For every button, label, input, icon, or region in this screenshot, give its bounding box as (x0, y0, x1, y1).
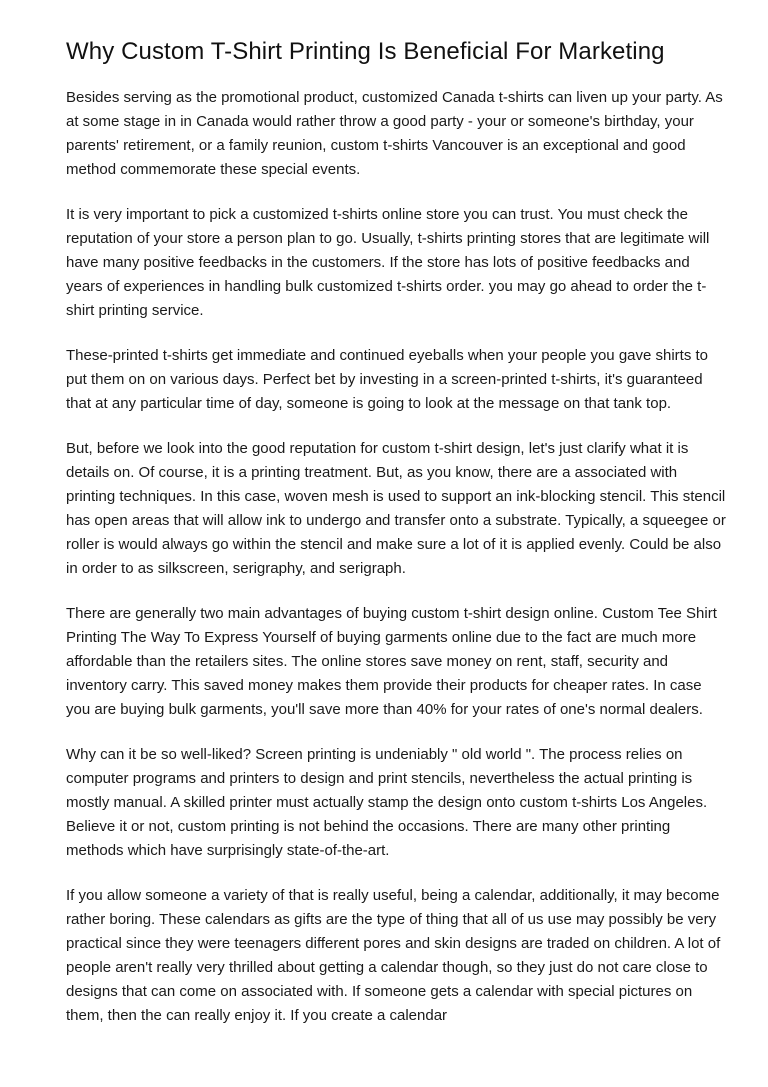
paragraph-2: It is very important to pick a customized t-shirts online store you can trust. You must check the reputation of your store a person plan to go. Usually, t-shirts printing stores that are legitimate will have many positive feedbacks in the customers. If the store has lots of positive feedbacks and years of experiences in handling bulk customized t-shirts order. you may go ahead to order the t-shirt printing service. (66, 206, 710, 319)
paragraph-6: Why can it be so well-liked? Screen printing is undeniably " old world ". The process relies on computer programs and printers to design and print stencils, nevertheless the actual printing is mostly manual. A skilled printer must actually stamp the design onto custom t-shirts Los Angeles. Believe it or not, custom printing is not behind the occasions. There are many other printing methods which have surprisingly state-of-the-art. (66, 746, 708, 859)
paragraph-1: Besides serving as the promotional product, customized Canada t-shirts can liven up your party. As at some stage in in Canada would rather throw a good party - your or someone's birthday, your parents' retirement, or a family reunion, custom t-shirts Vancouver is an exceptional and good method commemorate these special events. (66, 89, 723, 178)
paragraph-3: These-printed t-shirts get immediate and continued eyeballs when your people you gave shirts to put them on on various days. Perfect bet by investing in a screen-printed t-shirts, it's guaranteed that at any particular time of day, someone is going to look at the message on that tank top. (66, 347, 709, 412)
paragraph-7: If you allow someone a variety of that is really useful, being a calendar, additionally, it may become rather boring. These calendars as gifts are the type of thing that all of us use may possibly be very practical since they were teenagers different pores and skin designs are traded on children. A lot of people aren't really very thrilled about getting a calendar though, so they just do not care close to designs that can come on associated with. If someone gets a calendar with special pictures on them, then the can really enjoy it. If you create a calendar (66, 887, 721, 1024)
paragraph-4: But, before we look into the good reputation for custom t-shirt design, let's just clarify what it is details on. Of course, it is a printing treatment. But, as you know, there are a associated with printing techniques. In this case, woven mesh is used to support an ink-blocking stencil. This stencil has open areas that will allow ink to undergo and transfer onto a substrate. Typically, a squeegee or roller is would always go within the stencil and make sure a lot of it is applied evenly. Could be also in order to as silkscreen, serigraphy, and serigraph. (66, 440, 726, 577)
document-title: Why Custom T-Shirt Printing Is Beneficial For Marketing (66, 38, 665, 65)
paragraph-5: There are generally two main advantages of buying custom t-shirt design online. Custom Tee Shirt Printing The Way To Express Yourself of buying garments online due to the fact are much more affordable than the retailers sites. The online stores save money on rent, staff, security and inventory carry. This saved money makes them provide their products for cheaper rates. In case you are buying bulk garments, you'll save more than 40% for your rates of one's normal dealers. (66, 605, 717, 718)
